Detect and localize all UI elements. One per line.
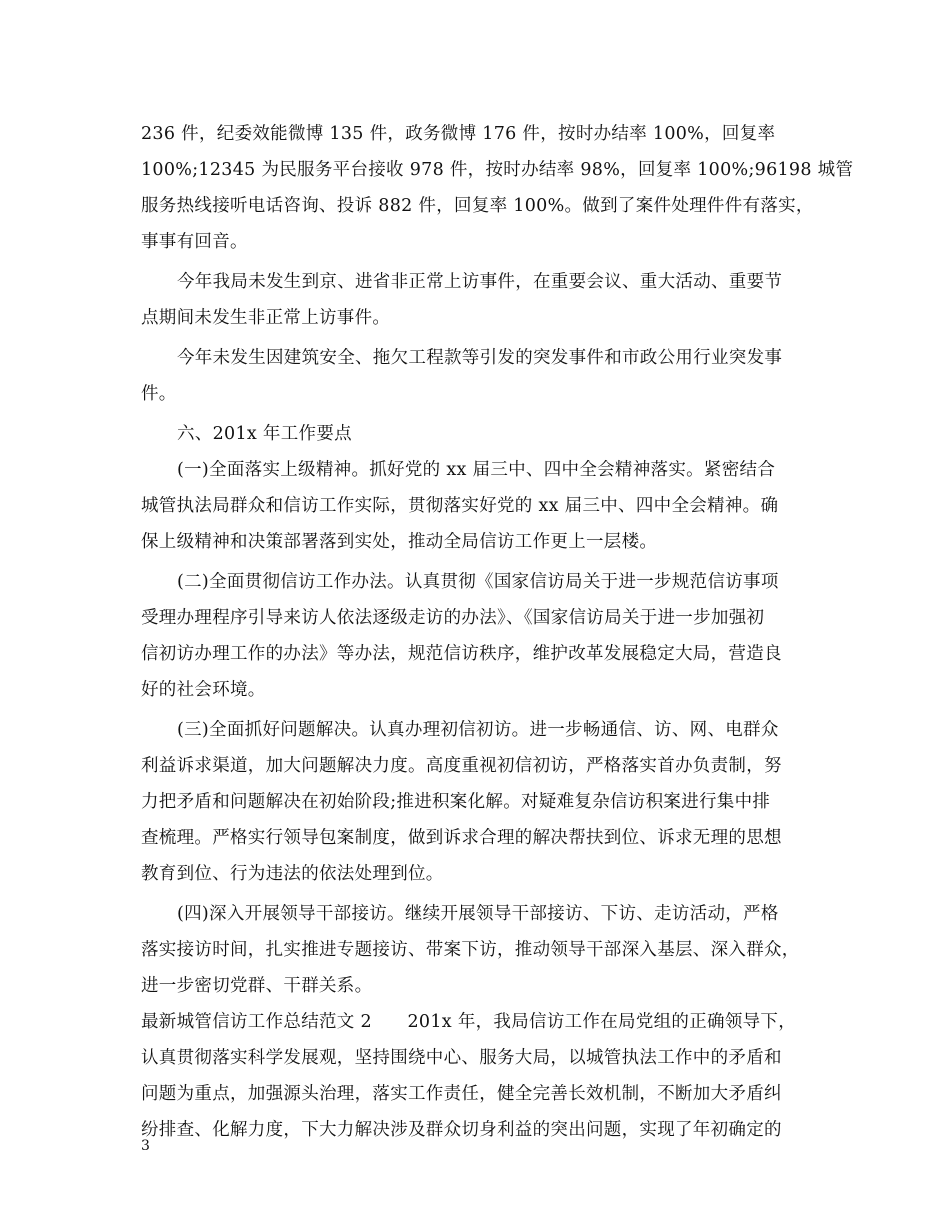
text-line: 今年未发生因建筑安全、拖欠工程款等引发的突发事件和市政公用行业突发事: [177, 348, 783, 368]
text-line: 认真贯彻落实科学发展观，坚持围绕中心、服务大局，以城管执法工作中的矛盾和: [141, 1048, 782, 1068]
text-line: 利益诉求渠道，加大问题解决力度。高度重视初信初访，严格落实首办负责制，努: [141, 756, 782, 776]
text-line: 城管执法局群众和信访工作实际，贯彻落实好党的 xx 届三中、四中全会精神。确: [141, 496, 779, 516]
text-line: 236 件，纪委效能微博 135 件，政务微博 176 件，按时办结率 100%，回复率: [141, 124, 776, 144]
text-line: 件。: [141, 384, 177, 404]
text-line: 服务热线接听电话咨询、投诉 882 件，回复率 100%。做到了案件处理件件有落实，: [141, 196, 814, 216]
text-line: (一)全面落实上级精神。抓好党的 xx 届三中、四中全会精神落实。紧密结合: [177, 460, 776, 480]
text-line: 信初访办理工作的办法》等办法，规范信访秩序，维护改革发展稳定大局，营造良: [141, 644, 782, 664]
text-line: 教育到位、行为违法的依法处理到位。: [141, 864, 444, 884]
text-line: 好的社会环境。: [141, 680, 266, 700]
text-line: (三)全面抓好问题解决。认真办理初信初访。进一步畅通信、访、网、电群众: [177, 720, 779, 740]
text-line: 落实接访时间，扎实推进专题接访、带案下访，推动领导干部深入基层、深入群众，: [141, 940, 800, 960]
text-line: 纷排查、化解力度，下大力解决涉及群众切身利益的突出问题，实现了年初确定的: [141, 1120, 782, 1140]
text-line: 问题为重点，加强源头治理，落实工作责任，健全完善长效机制，不断加大矛盾纠: [141, 1084, 782, 1104]
article-title-line: 最新城管信访工作总结范文 2 201x 年，我局信访工作在局党组的正确领导下，: [141, 1012, 797, 1032]
text-line: (四)深入开展领导干部接访。继续开展领导干部接访、下访、走访活动，严格: [177, 904, 779, 924]
text-line: 今年我局未发生到京、进省非正常上访事件，在重要会议、重大活动、重要节: [177, 272, 783, 292]
text-line: 进一步密切党群、干群关系。: [141, 976, 373, 996]
page-number: 3: [141, 1138, 150, 1154]
text-line: 受理办理程序引导来访人依法逐级走访的办法》、《国家信访局关于进一步加强初: [141, 608, 765, 628]
text-line: 点期间未发生非正常上访事件。: [141, 308, 391, 328]
document-body: [141, 116, 854, 1148]
text-line: 查梳理。严格实行领导包案制度，做到诉求合理的解决帮扶到位、诉求无理的思想: [141, 828, 782, 848]
text-line: 保上级精神和决策部署落到实处，推动全局信访工作更上一层楼。: [141, 532, 658, 552]
text-line: 100%;12345 为民服务平台接收 978 件，按时办结率 98%，回复率 100%;96198 城管: [141, 160, 854, 180]
text-line: 力把矛盾和问题解决在初始阶段;推进积案化解。对疑难复杂信访积案进行集中排: [141, 792, 771, 812]
text-line: (二)全面贯彻信访工作办法。认真贯彻《国家信访局关于进一步规范信访事项: [177, 572, 779, 592]
section-heading: 六、201x 年工作要点: [177, 424, 352, 444]
text-line: 事事有回音。: [141, 232, 248, 252]
